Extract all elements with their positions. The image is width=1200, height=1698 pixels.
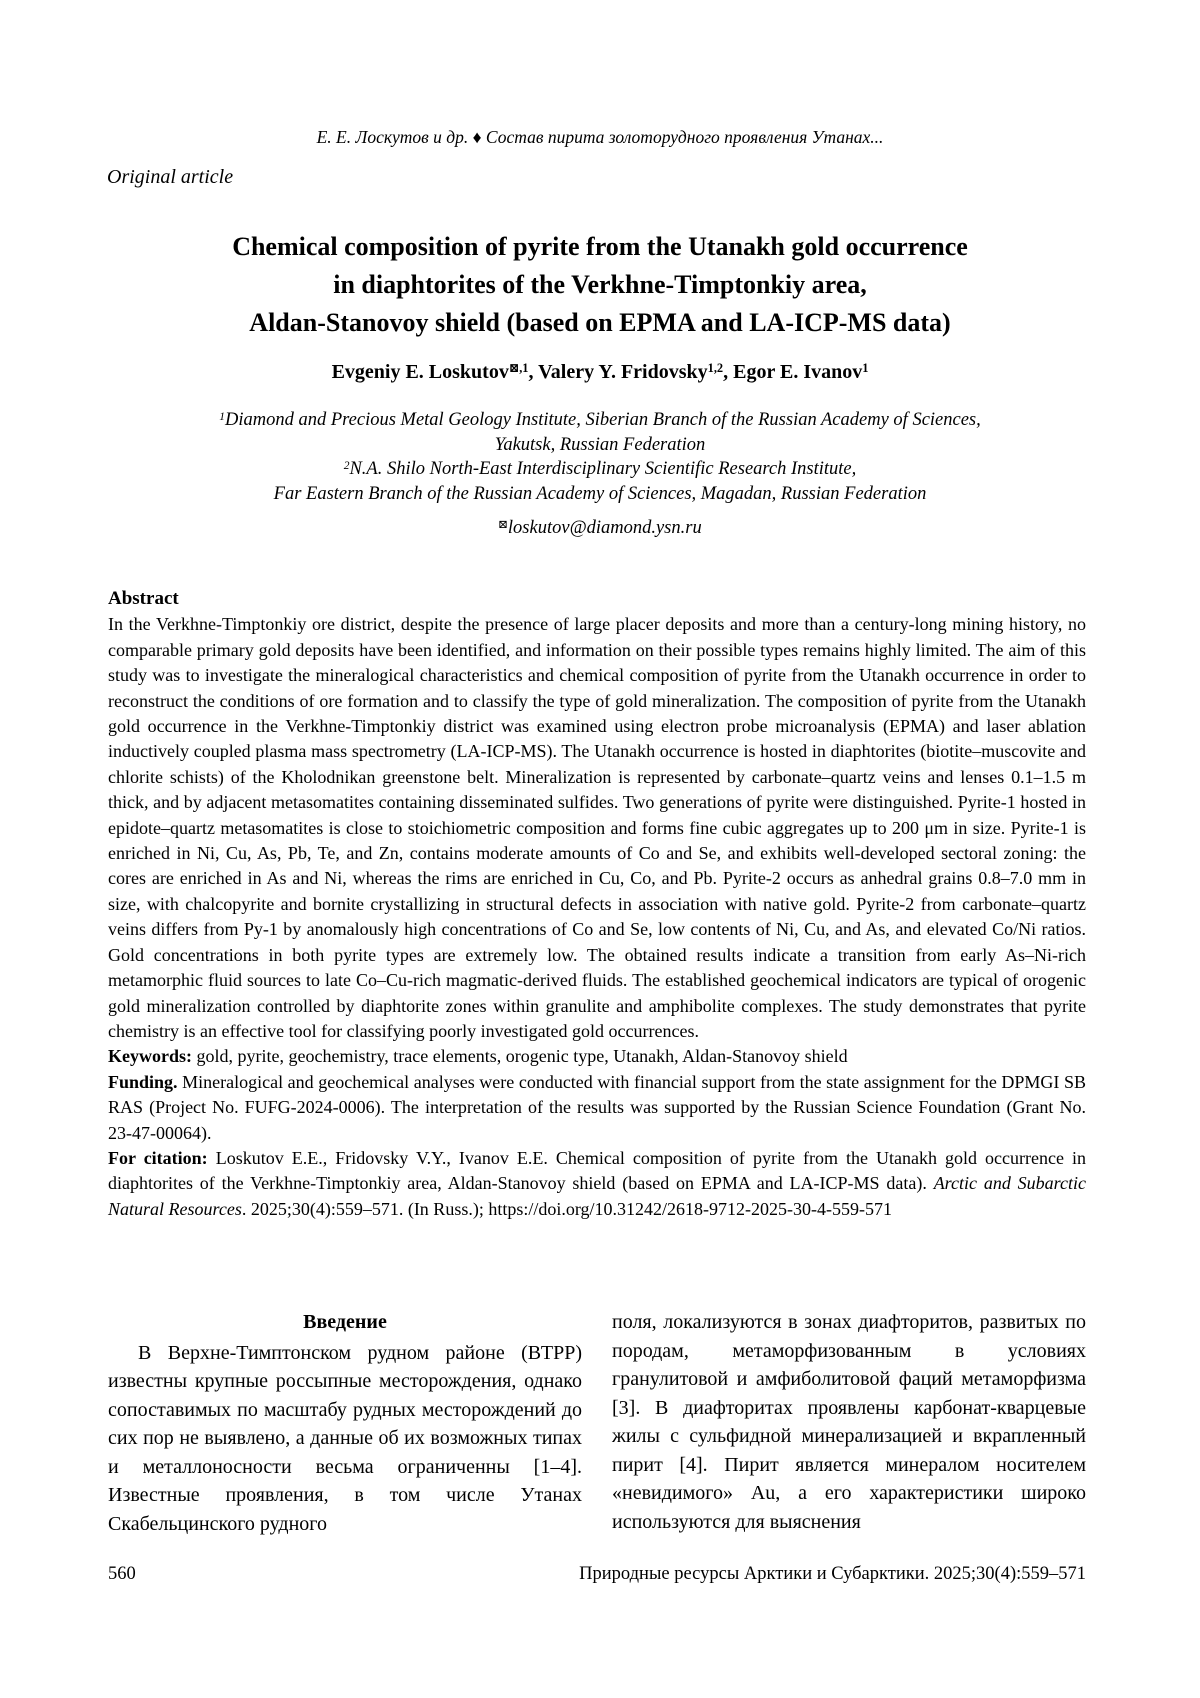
funding-line: [108, 1070, 1086, 1146]
envelope-icon: ⊠: [498, 518, 508, 531]
journal-reference: Природные ресурсы Арктики и Субарктики. 2025;30(4):559–571: [579, 1564, 1086, 1584]
author-3: [733, 361, 868, 383]
corresponding-email-line: [0, 518, 1200, 539]
citation-journal-name: Arctic and Subarctic Natural Resources: [108, 1173, 1086, 1219]
citation-label: For citation:: [108, 1147, 208, 1168]
affiliation-2: [100, 457, 1100, 506]
article-title: [60, 228, 1140, 342]
author-1-name: Evgeniy E. Loskutov: [331, 361, 509, 383]
affiliations-block: [100, 408, 1100, 506]
keywords-line: [108, 1044, 1086, 1069]
funding-text: Mineralogical and geochemical analyses were conducted with financial support from the state assignment for the DPMGI SB RAS (Project No. FUFG-2024-0006). The interpretation of the results was supported by the Russian Science Foundation (Grant No. 23-47-00064).: [108, 1071, 1086, 1143]
citation-text-before-journal: Loskutov E.E., Fridovsky V.Y., Ivanov E.E. Chemical composition of pyrite from the Utanakh gold occurrence in diaphtorites of the Verkhne-Timptonkiy area, Aldan-Stanovoy shield (based on EPMA and LA-ICP-MS data).: [108, 1147, 1087, 1194]
author-separator: ,: [528, 361, 539, 383]
author-1-superscript: ⊠,1: [508, 361, 529, 376]
affiliation-1-text-line-2: Yakutsk, Russian Federation: [494, 434, 706, 455]
article-title-line-2: in diaphtorites of the Verkhne-Timptonkiy area,: [333, 270, 867, 299]
abstract-body: In the Verkhne-Timptonkiy ore district, despite the presence of large placer deposits and more than a century-long mining history, no comparable primary gold deposits have been identified, and information on their possible types remains highly limited. The aim of this study was to investigate the mineralogical characteristics and chemical composition of pyrite from the Utanakh occurrence in order to reconstruct the conditions of ore formation and to classify the type of gold mineralization. The composition of pyrite from the Utanakh gold occurrence in the Verkhne-Timptonkiy district was examined using electron probe microanalysis (EPMA) and laser ablation inductively coupled plasma mass spectrometry (LA-ICP-MS). The Utanakh occurrence is hosted in diaphtorites (biotite–muscovite and chlorite schists) of the Kholodnikan greenstone belt. Mineralization is represented by carbonate–quartz veins and lenses 0.1–1.5 m thick, and by adjacent metasomatites containing disseminated sulfides. Two generations of pyrite were distinguished. Pyrite-1 hosted in epidote–quartz metasomatites is close to stoichiometric composition and forms fine cubic aggregates up to 200 μm in size. Pyrite-1 is enriched in Ni, Cu, As, Pb, Te, and Zn, contains moderate amounts of Co and Se, and exhibits well-developed sectoral zoning: the cores are enriched in As and Ni, whereas the rims are enriched in Cu, Co, and Pb. Pyrite-2 occurs as anhedral grains 0.8–7.0 mm in size, with chalcopyrite and bornite crystallizing in structural defects in association with native gold. Pyrite-2 from carbonate–quartz veins differs from Py-1 by anomalously high concentrations of Co and Se, low contents of Ni, Cu, and As, and elevated Co/Ni ratios. Gold concentrations in both pyrite types are extremely low. The obtained results indicate a transition from early As–Ni-rich metamorphic fluid sources to late Co–Cu-rich magmatic-derived fluids. The established geochemical indicators are typical of orogenic gold mineralization controlled by diaphtorite zones within granulite and amphibolite complexes. The study demonstrates that pyrite chemistry is an effective tool for classifying poorly investigated gold occurrences.: [108, 614, 1086, 1041]
author-separator: ,: [723, 361, 734, 383]
introduction-section: [108, 1308, 1086, 1538]
author-2-name: Valery Y. Fridovsky: [538, 361, 708, 383]
affiliation-1-marker: 1: [219, 410, 225, 423]
page-footer: [108, 1564, 1086, 1585]
abstract-section: [108, 586, 1086, 1222]
affiliation-1: [100, 408, 1100, 457]
introduction-right-text: поля, локализуются в зонах диафторитов, развитых по породам, метаморфизованным в условиях гранулитовой и амфиболитовой фаций метаморфизма [3]. В диафторитах проявлены карбонат-кварцевые жилы с сульфидной минерализацией и вкрапленный пирит [4]. Пирит является минералом носителем «невидимого» Au, а его характеристики широко используются для выяснения: [612, 1311, 1086, 1533]
article-type-label: Original article: [107, 166, 234, 188]
author-2-superscript: 1,2: [707, 361, 724, 376]
funding-label: Funding.: [108, 1071, 178, 1092]
affiliation-2-text-line-2: Far Eastern Branch of the Russian Academy of Sciences, Magadan, Russian Federation: [273, 483, 927, 504]
intro-right-column: [612, 1308, 1086, 1538]
keywords-label: Keywords:: [108, 1046, 192, 1067]
affiliation-2-marker: 2: [343, 459, 350, 472]
author-2: [538, 361, 733, 383]
page-number: 560: [108, 1564, 136, 1584]
author-3-name: Egor E. Ivanov: [733, 361, 863, 383]
article-title-line-1: Chemical composition of pyrite from the Utanakh gold occurrence: [232, 232, 968, 261]
author-1: [332, 361, 539, 383]
intro-left-column: [108, 1308, 582, 1538]
introduction-heading: Введение: [303, 1311, 387, 1333]
running-head: Е. Е. Лоскутов и др. ♦ Состав пирита золоторудного проявления Утанах...: [316, 127, 884, 147]
introduction-left-text: В Верхне-Тимптонском рудном районе (ВТРР) известны крупные россыпные месторождения, однако сопоставимых по масштабу рудных месторождений до сих пор не выявлено, а данные об их возможных типах и металлоносности весьма ограниченны [1–4]. Известные проявления, в том числе Утанах Скабельцинского рудного: [108, 1341, 582, 1535]
authors-line: [0, 361, 1200, 384]
affiliation-1-text: Diamond and Precious Metal Geology Institute, Siberian Branch of the Russian Academy of Sciences,: [224, 410, 981, 430]
email-address: loskutov@diamond.ysn.ru: [507, 518, 702, 538]
abstract-heading: Abstract: [108, 588, 179, 609]
affiliation-2-text: N.A. Shilo North-East Interdisciplinary Scientific Research Institute,: [349, 459, 857, 479]
author-3-superscript: 1: [862, 361, 869, 376]
article-title-line-3: Aldan-Stanovoy shield (based on EPMA and LA-ICP-MS data): [249, 308, 951, 337]
citation-line: [108, 1146, 1086, 1222]
keywords-text: gold, pyrite, geochemistry, trace elements, orogenic type, Utanakh, Aldan-Stanovoy shield: [196, 1046, 848, 1067]
citation-text-after-journal: . 2025;30(4):559–571. (In Russ.); https://doi.org/10.31242/2618-9712-2025-30-4-559-571: [241, 1198, 892, 1219]
